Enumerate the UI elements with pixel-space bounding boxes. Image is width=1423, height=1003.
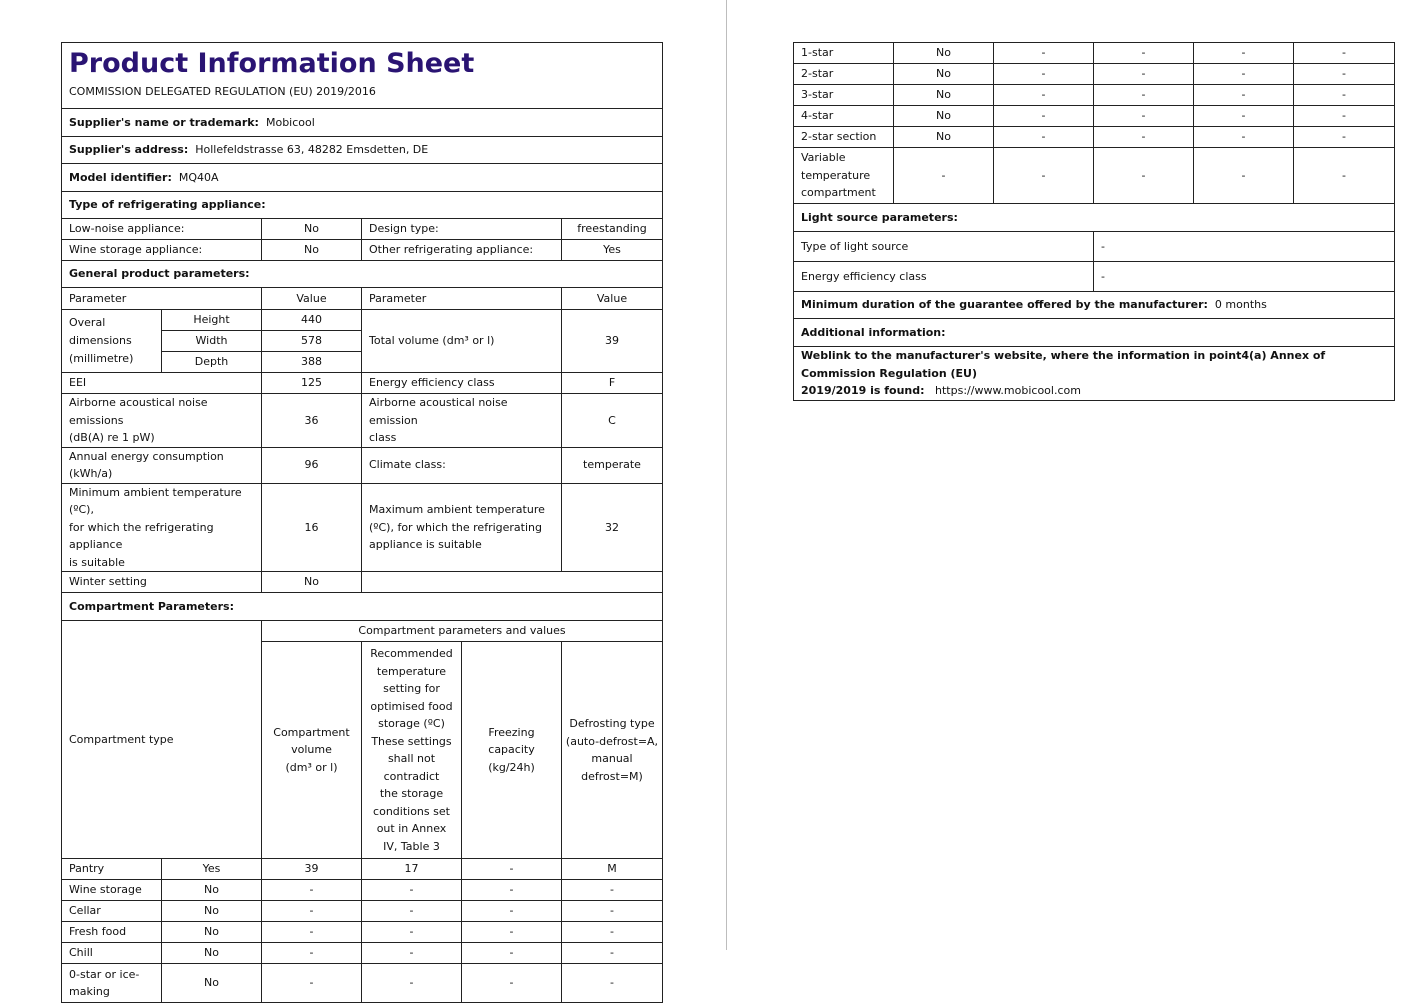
defrost-header: Defrosting type (auto-defrost=A, manual defrost=M) <box>562 642 663 859</box>
supplier-address-label: Supplier's address: <box>69 143 189 157</box>
compartment-name: 0-star or ice- making <box>62 964 162 1003</box>
compartment-present: No <box>894 64 994 85</box>
compartment-name: 3-star <box>794 85 894 106</box>
climate-class-label: Climate class: <box>362 447 562 483</box>
temperature-header: Recommended temperature setting for optimised food storage (ºC) These settings shall not contradict the storage conditions set out in Annex IV, Table 3 <box>362 642 462 859</box>
compartment-freezing: - <box>1194 85 1294 106</box>
width-label: Width <box>162 331 262 352</box>
value-header-2: Value <box>562 288 663 310</box>
compartment-volume: - <box>262 901 362 922</box>
low-noise-label: Low-noise appliance: <box>62 219 262 240</box>
compartment-name: 1-star <box>794 43 894 64</box>
compartment-present: No <box>162 901 262 922</box>
compartment-defrost: - <box>1294 85 1395 106</box>
total-volume-value: 39 <box>562 310 663 373</box>
compartment-name: Wine storage <box>62 880 162 901</box>
compartment-present: Yes <box>162 859 262 880</box>
compartment-temp: - <box>1094 43 1194 64</box>
noise-emissions-value: 36 <box>262 394 362 448</box>
model-identifier-value: MQ40A <box>178 170 219 184</box>
product-information-sheet-right <box>793 42 1395 401</box>
product-information-sheet-left <box>61 42 663 1003</box>
weblink-url[interactable]: https://www.mobicool.com <box>935 384 1081 397</box>
compartment-values-header: Compartment parameters and values <box>262 621 663 642</box>
eei-value: 125 <box>262 373 362 394</box>
wine-storage-value: No <box>262 240 362 261</box>
compartment-freezing: - <box>1194 43 1294 64</box>
weblink-label-line1: Weblink to the manufacturer's website, where the information in point4(a) Annex of Commission Regulation (EU) <box>801 349 1326 380</box>
compartment-freezing: - <box>462 880 562 901</box>
title-cell <box>62 43 663 109</box>
depth-value: 388 <box>262 352 362 373</box>
compartment-freezing: - <box>1194 148 1294 204</box>
compartment-temp: - <box>362 964 462 1003</box>
compartment-freezing: - <box>1194 106 1294 127</box>
design-type-value: freestanding <box>562 219 663 240</box>
compartment-freezing: - <box>462 922 562 943</box>
compartment-freezing: - <box>1194 127 1294 148</box>
table-row <box>62 943 663 964</box>
compartment-temp: 17 <box>362 859 462 880</box>
min-temperature-value: 16 <box>262 483 362 572</box>
compartment-volume: - <box>994 127 1094 148</box>
max-temperature-value: 32 <box>562 483 663 572</box>
compartment-defrost: - <box>1294 43 1395 64</box>
compartment-defrost: - <box>1294 106 1395 127</box>
compartment-freezing: - <box>462 859 562 880</box>
compartment-defrost: - <box>562 964 663 1003</box>
table-row <box>794 106 1395 127</box>
winter-setting-label: Winter setting <box>62 572 262 593</box>
compartment-present: No <box>894 43 994 64</box>
compartment-volume: - <box>994 148 1094 204</box>
compartment-volume: - <box>994 106 1094 127</box>
compartment-defrost: - <box>562 901 663 922</box>
table-row <box>794 85 1395 106</box>
compartment-name: Fresh food <box>62 922 162 943</box>
compartment-volume: - <box>994 85 1094 106</box>
compartment-defrost: - <box>562 922 663 943</box>
supplier-name-label: Supplier's name or trademark: <box>69 115 259 129</box>
compartment-defrost: - <box>1294 127 1395 148</box>
light-class-label: Energy efficiency class <box>794 262 1094 292</box>
table-row <box>794 43 1395 64</box>
supplier-address-row <box>62 137 663 164</box>
weblink-label-line2: 2019/2019 is found: <box>801 384 925 397</box>
table-row <box>794 64 1395 85</box>
design-type-label: Design type: <box>362 219 562 240</box>
compartment-present: No <box>894 106 994 127</box>
compartment-present: No <box>162 922 262 943</box>
weblink-row <box>794 347 1395 401</box>
compartment-present: No <box>162 880 262 901</box>
other-appliance-value: Yes <box>562 240 663 261</box>
compartment-volume: - <box>262 943 362 964</box>
compartment-present: No <box>162 943 262 964</box>
light-type-value: - <box>1094 232 1395 262</box>
volume-header: Compartment volume (dm³ or l) <box>262 642 362 859</box>
min-temperature-label: Minimum ambient temperature (ºC), for which the refrigerating appliance is suitable <box>62 483 262 572</box>
annual-energy-label: Annual energy consumption (kWh/a) <box>62 447 262 483</box>
supplier-address-value: Hollefeldstrasse 63, 48282 Emsdetten, DE <box>195 143 429 157</box>
compartment-defrost: - <box>1294 148 1395 204</box>
light-type-label: Type of light source <box>794 232 1094 262</box>
compartment-volume: 39 <box>262 859 362 880</box>
compartment-present: - <box>894 148 994 204</box>
noise-emissions-label: Airborne acoustical noise emissions (dB(A) re 1 pW) <box>62 394 262 448</box>
guarantee-value: 0 months <box>1214 298 1267 312</box>
compartment-freezing: - <box>1194 64 1294 85</box>
compartment-temp: - <box>1094 64 1194 85</box>
model-identifier-row <box>62 164 663 192</box>
climate-class-value: temperate <box>562 447 663 483</box>
compartment-temp: - <box>1094 127 1194 148</box>
compartment-present: No <box>894 127 994 148</box>
compartment-defrost: - <box>1294 64 1395 85</box>
page-title: Product Information Sheet <box>69 47 475 79</box>
wine-storage-label: Wine storage appliance: <box>62 240 262 261</box>
table-row <box>794 127 1395 148</box>
compartment-freezing: - <box>462 964 562 1003</box>
compartment-temp: - <box>1094 85 1194 106</box>
table-row <box>62 922 663 943</box>
compartment-defrost: - <box>562 943 663 964</box>
energy-class-label: Energy efficiency class <box>362 373 562 394</box>
compartment-name: Cellar <box>62 901 162 922</box>
compartment-type-header: Compartment type <box>62 621 262 859</box>
compartment-name: Variable temperature compartment <box>794 148 894 204</box>
table-row <box>62 880 663 901</box>
compartment-temp: - <box>1094 106 1194 127</box>
light-class-value: - <box>1094 262 1395 292</box>
guarantee-label: Minimum duration of the guarantee offered by the manufacturer: <box>801 298 1208 312</box>
compartment-temp: - <box>362 943 462 964</box>
compartment-name: Chill <box>62 943 162 964</box>
compartment-name: 4-star <box>794 106 894 127</box>
low-noise-value: No <box>262 219 362 240</box>
table-row <box>62 859 663 880</box>
compartment-defrost: M <box>562 859 663 880</box>
compartment-present: No <box>894 85 994 106</box>
compartment-temp: - <box>362 922 462 943</box>
max-temperature-label: Maximum ambient temperature (ºC), for which the refrigerating appliance is suitable <box>362 483 562 572</box>
compartment-volume: - <box>262 922 362 943</box>
compartment-volume: - <box>262 964 362 1003</box>
compartment-volume: - <box>994 64 1094 85</box>
general-parameters-heading: General product parameters: <box>62 261 663 288</box>
value-header: Value <box>262 288 362 310</box>
parameter-header: Parameter <box>62 288 262 310</box>
table-row <box>62 964 663 1003</box>
height-label: Height <box>162 310 262 331</box>
noise-class-label: Airborne acoustical noise emission class <box>362 394 562 448</box>
energy-class-value: F <box>562 373 663 394</box>
page-divider <box>726 0 727 950</box>
compartment-defrost: - <box>562 880 663 901</box>
compartment-temp: - <box>362 901 462 922</box>
depth-label: Depth <box>162 352 262 373</box>
appliance-type-heading: Type of refrigerating appliance: <box>62 192 663 219</box>
dimensions-label: Overal dimensions (millimetre) <box>62 310 162 373</box>
supplier-name-value: Mobicool <box>265 115 315 129</box>
supplier-name-row <box>62 109 663 137</box>
light-source-heading: Light source parameters: <box>794 204 1395 232</box>
compartment-volume: - <box>994 43 1094 64</box>
compartment-temp: - <box>1094 148 1194 204</box>
compartment-temp: - <box>362 880 462 901</box>
total-volume-label: Total volume (dm³ or l) <box>362 310 562 373</box>
noise-class-value: C <box>562 394 663 448</box>
compartment-name: Pantry <box>62 859 162 880</box>
guarantee-row <box>794 292 1395 319</box>
empty-cell <box>362 572 663 593</box>
parameter-header-2: Parameter <box>362 288 562 310</box>
table-row <box>794 148 1395 204</box>
compartment-present: No <box>162 964 262 1003</box>
annual-energy-value: 96 <box>262 447 362 483</box>
eei-label: EEI <box>62 373 262 394</box>
table-row <box>62 901 663 922</box>
freezing-header: Freezing capacity (kg/24h) <box>462 642 562 859</box>
additional-info-heading: Additional information: <box>794 319 1395 347</box>
regulation-reference: COMMISSION DELEGATED REGULATION (EU) 2019/2016 <box>69 84 376 98</box>
height-value: 440 <box>262 310 362 331</box>
width-value: 578 <box>262 331 362 352</box>
compartment-name: 2-star section <box>794 127 894 148</box>
compartment-name: 2-star <box>794 64 894 85</box>
compartment-parameters-heading: Compartment Parameters: <box>62 593 663 621</box>
winter-setting-value: No <box>262 572 362 593</box>
compartment-freezing: - <box>462 943 562 964</box>
compartment-freezing: - <box>462 901 562 922</box>
model-identifier-label: Model identifier: <box>69 170 172 184</box>
compartment-volume: - <box>262 880 362 901</box>
other-appliance-label: Other refrigerating appliance: <box>362 240 562 261</box>
